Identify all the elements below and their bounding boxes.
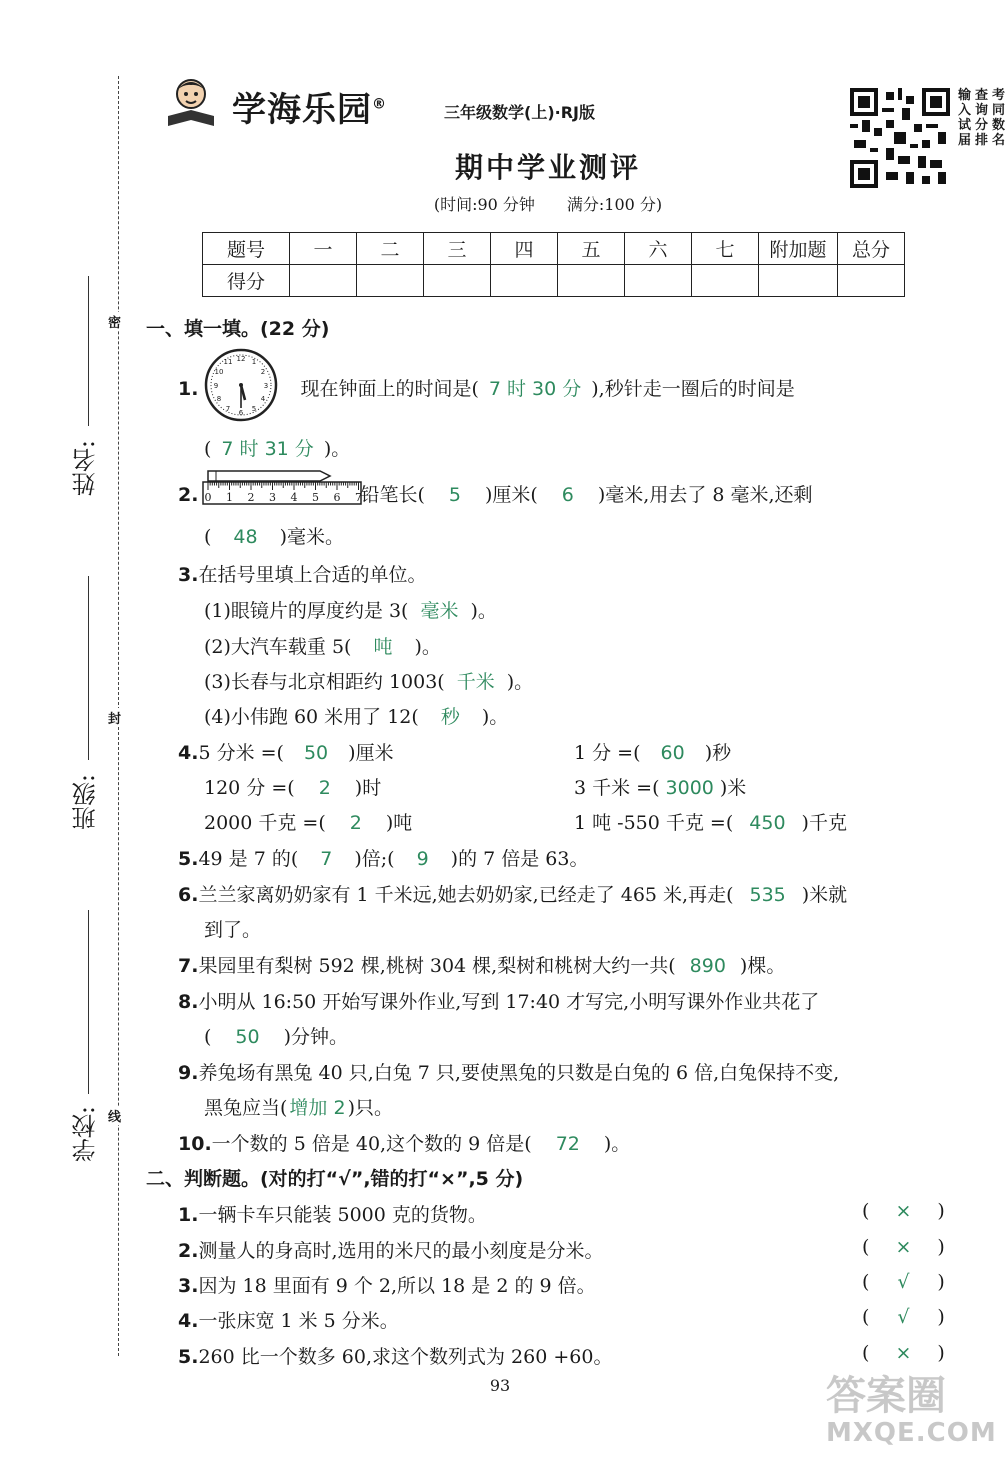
- score-input-cell[interactable]: [290, 265, 357, 297]
- svg-text:12: 12: [236, 355, 246, 363]
- svg-text:7: 7: [225, 405, 231, 413]
- q4-item: 3 千米 =( 3000 )米: [574, 777, 747, 799]
- grade-label: 三年级数学(上)·RJ版: [444, 103, 595, 122]
- ruler-label: 4: [290, 491, 298, 504]
- answer: 2: [349, 812, 362, 834]
- judge-item: 5.260 比一个数多 60,求这个数列式为 260 +60。: [178, 1346, 613, 1368]
- binding-mark-feng: 封: [108, 708, 121, 727]
- page-number: 93: [489, 1376, 511, 1395]
- q9-line1: 9.养兔场有黑兔 40 只,白兔 7 只,要使黑兔的只数是白兔的 6 倍,白兔保持不变,: [178, 1062, 840, 1084]
- exam-subtitle: (时间:90 分钟 满分:100 分): [433, 195, 663, 214]
- q3-item: (1)眼镜片的厚度约是 3( 毫米 )。: [204, 600, 497, 622]
- q3-item: (2)大汽车载重 5( 吨 )。: [204, 636, 441, 658]
- score-cell: 总分: [838, 233, 905, 265]
- q8-line2: ( 50 )分钟。: [204, 1026, 349, 1048]
- answer: 50: [303, 742, 329, 764]
- svg-text:6: 6: [238, 409, 244, 417]
- score-cell: 二: [357, 233, 424, 265]
- q3-item: (3)长春与北京相距约 1003( 千米 )。: [204, 671, 534, 693]
- q4-item: 1 吨 -550 千克 =( 450 )千克: [574, 812, 847, 834]
- q8-line1: 8.小明从 16:50 开始写课外作业,写到 17:40 才写完,小明写课外作业共花了: [178, 991, 820, 1013]
- name-field-line[interactable]: [88, 276, 89, 426]
- ruler-label: 0: [204, 491, 212, 504]
- q10-line: 10.一个数的 5 倍是 40,这个数的 9 倍是( 72 )。: [178, 1133, 631, 1155]
- ruler-label: 7: [355, 491, 362, 504]
- q4-item: 120 分 =( 2 )时: [204, 777, 382, 799]
- score-cell: 四: [491, 233, 558, 265]
- score-input-cell[interactable]: [357, 265, 424, 297]
- q4-item: 4.5 分米 =( 50 )厘米: [178, 742, 394, 764]
- q1-line1: 1. 现在钟面上的时间是( 7 时 30 分 ),秒针走一圈后的时间是: [178, 378, 795, 400]
- judge-item: 2.测量人的身高时,选用的米尺的最小刻度是分米。: [178, 1240, 604, 1262]
- score-input-cell[interactable]: [759, 265, 838, 297]
- judge-answer[interactable]: ( × ): [862, 1236, 945, 1258]
- score-cell: 附加题: [759, 233, 838, 265]
- score-cell: 三: [424, 233, 491, 265]
- section2-heading: 二、判断题。(对的打“√”,错的打“×”,5 分): [146, 1168, 524, 1190]
- answer: 毫米: [420, 600, 459, 622]
- answer: 890: [689, 955, 726, 977]
- brand-name: 学海乐园®: [232, 90, 387, 130]
- svg-text:10: 10: [214, 368, 224, 376]
- score-input-cell[interactable]: [692, 265, 759, 297]
- binding-mark-xian: 线: [108, 1106, 121, 1125]
- class-field-line[interactable]: [88, 576, 89, 760]
- answer: 7 时 31 分: [221, 438, 314, 460]
- answer: 48: [233, 526, 258, 548]
- answer: 50: [235, 1026, 260, 1048]
- svg-text:1: 1: [251, 358, 257, 366]
- answer: 72: [555, 1133, 580, 1155]
- score-cell: 得分: [203, 265, 290, 297]
- q6-line1: 6.兰兰家离奶奶家有 1 千米远,她去奶奶家,已经走了 465 米,再走( 535 )米就: [178, 884, 848, 906]
- q4-item: 1 分 =( 60 )秒: [574, 742, 732, 764]
- answer: 60: [660, 742, 685, 764]
- score-input-cell[interactable]: [424, 265, 491, 297]
- judge-answer[interactable]: ( √ ): [862, 1271, 945, 1293]
- ruler-label: 6: [333, 491, 341, 504]
- section1-heading: 一、填一填。(22 分): [146, 318, 330, 340]
- name-field-label: 姓名:: [72, 440, 100, 497]
- q3-item: (4)小伟跑 60 米用了 12( 秒 )。: [204, 706, 509, 728]
- class-field-label: 班级:: [72, 774, 100, 831]
- judge-answer[interactable]: ( × ): [862, 1342, 945, 1364]
- score-cell: 题号: [203, 233, 290, 265]
- judge-item: 3.因为 18 里面有 9 个 2,所以 18 是 2 的 9 倍。: [178, 1275, 596, 1297]
- answer: 9: [416, 848, 429, 870]
- q9-line2: 黑兔应当( 增加 2 )只。: [204, 1097, 393, 1119]
- answer: 千米: [456, 671, 495, 693]
- q6-line2: 到了。: [204, 919, 262, 941]
- judge-answer[interactable]: ( √ ): [862, 1306, 945, 1328]
- score-cell: 七: [692, 233, 759, 265]
- judge-item: 4.一张床宽 1 米 5 分米。: [178, 1310, 399, 1332]
- answer: 6: [561, 484, 574, 506]
- svg-text:2: 2: [260, 368, 266, 376]
- answer: 7 时 30 分: [488, 378, 582, 400]
- score-cell: 五: [558, 233, 625, 265]
- qr-caption: 输入 查询 考同: [958, 88, 1006, 118]
- answer: 535: [749, 884, 786, 906]
- svg-text:8: 8: [216, 395, 222, 403]
- q7-line: 7.果园里有梨树 592 棵,桃树 304 棵,梨树和桃树大约一共( 890 )棵。: [178, 955, 786, 977]
- score-cell: 一: [290, 233, 357, 265]
- svg-text:9: 9: [213, 382, 219, 390]
- q1-line2: ( 7 时 31 分 )。: [204, 438, 351, 460]
- svg-text:3: 3: [263, 382, 269, 390]
- score-cell: 六: [625, 233, 692, 265]
- score-header-row: [203, 233, 905, 265]
- school-field-line[interactable]: [88, 910, 89, 1094]
- ruler-label: 3: [269, 491, 276, 504]
- page-title: 期中学业测评: [454, 151, 641, 184]
- score-table: [202, 232, 905, 297]
- score-input-cell[interactable]: [558, 265, 625, 297]
- svg-text:11: 11: [223, 358, 233, 366]
- q2-line1: 2. 铅笔长( 5 )厘米( 6 )毫米,用去了 8 毫米,还剩: [178, 484, 813, 506]
- judge-answer[interactable]: ( × ): [862, 1200, 945, 1222]
- svg-text:5: 5: [251, 405, 257, 413]
- answer: 吨: [373, 636, 393, 658]
- answer: 2: [318, 777, 331, 799]
- answer: 3000: [665, 777, 714, 799]
- school-field-label: 学校:: [72, 1106, 100, 1163]
- answer: 增加 2: [289, 1097, 346, 1119]
- watermark-url: MXQE.COM: [826, 1418, 997, 1448]
- watermark-logo: 答案圈: [826, 1373, 946, 1419]
- qr-caption-2: 试届 分排 数名: [958, 118, 1006, 148]
- score-input-cell[interactable]: [491, 265, 558, 297]
- ruler-label: 2: [247, 491, 255, 504]
- ruler-label: 1: [226, 491, 233, 504]
- answer: 450: [749, 812, 786, 834]
- q2-line2: ( 48 )毫米。: [204, 526, 345, 548]
- answer: 7: [320, 848, 333, 870]
- score-value-row: [203, 265, 905, 297]
- ruler-label: 5: [312, 491, 319, 504]
- svg-text:4: 4: [260, 395, 266, 403]
- judge-item: 1.一辆卡车只能装 5000 克的货物。: [178, 1204, 487, 1226]
- answer: 秒: [440, 706, 460, 728]
- score-input-cell[interactable]: [625, 265, 692, 297]
- score-input-cell[interactable]: [838, 265, 905, 297]
- binding-mark-mi: 密: [108, 312, 121, 331]
- q3-stem: 3.在括号里填上合适的单位。: [178, 564, 427, 586]
- q5-line: 5.49 是 7 的( 7 )倍;( 9 )的 7 倍是 63。: [178, 848, 589, 870]
- mascot-logo-icon: [160, 76, 222, 130]
- answer: 5: [448, 484, 461, 506]
- q4-item: 2000 千克 =( 2 )吨: [204, 812, 413, 834]
